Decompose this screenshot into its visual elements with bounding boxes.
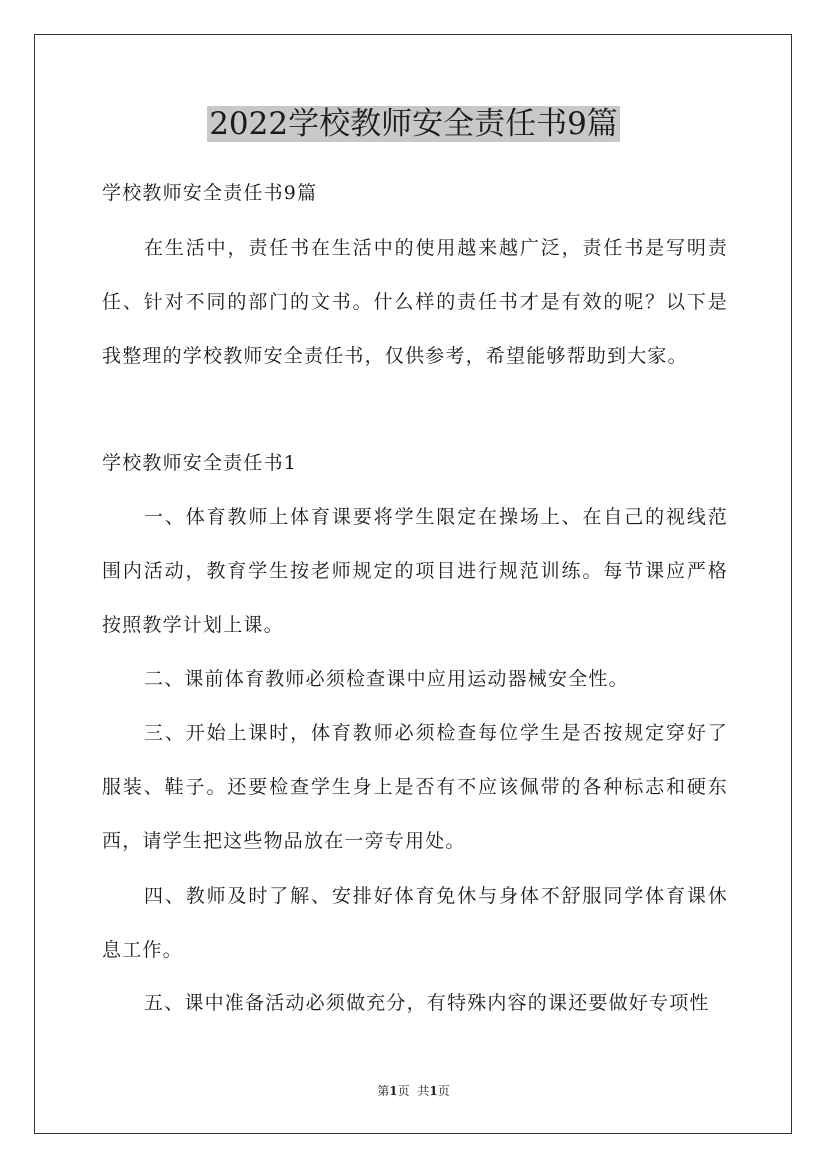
footer-page-prefix: 第 <box>377 1084 390 1098</box>
item-paragraph-4: 四、教师及时了解、安排好体育免休与身体不舒服同学体育课休息工作。 <box>102 885 728 961</box>
footer-total-suffix: 页 <box>437 1084 450 1098</box>
item-paragraph-5: 五、课中准备活动必须做充分，有特殊内容的课还要做好专项性 <box>144 992 710 1014</box>
document-title <box>0 104 827 144</box>
document-title-text: 2022学校教师安全责任书9篇 <box>209 106 618 142</box>
footer-total-pages: 1 <box>429 1084 438 1098</box>
item-paragraph-1: 一、体育教师上体育课要将学生限定在操场上、在自己的视线范围内活动，教育学生按老师规定的项目进行规范训练。每节课应严格按照教学计划上课。 <box>102 506 728 636</box>
item-paragraph-2: 二、课前体育教师必须检查课中应用运动器械安全性。 <box>144 668 629 690</box>
footer-total-prefix: 共 <box>417 1084 430 1098</box>
item-paragraph-3: 三、开始上课时，体育教师必须检查每位学生是否按规定穿好了服装、鞋子。还要检查学生身上是否有不应该佩带的各种标志和硬东西，请学生把这些物品放在一旁专用处。 <box>102 722 728 852</box>
document-subtitle: 学校教师安全责任书9篇 <box>102 182 318 204</box>
footer-page-number: 1 <box>389 1084 398 1098</box>
footer-page-suffix: 页 <box>397 1084 410 1098</box>
section-heading: 学校教师安全责任书1 <box>102 452 298 474</box>
page-footer <box>0 1082 827 1100</box>
intro-paragraph: 在生活中，责任书在生活中的使用越来越广泛，责任书是写明责任、针对不同的部门的文书。什么样的责任书才是有效的呢？以下是我整理的学校教师安全责任书，仅供参考，希望能够帮助到大家。 <box>102 237 728 367</box>
